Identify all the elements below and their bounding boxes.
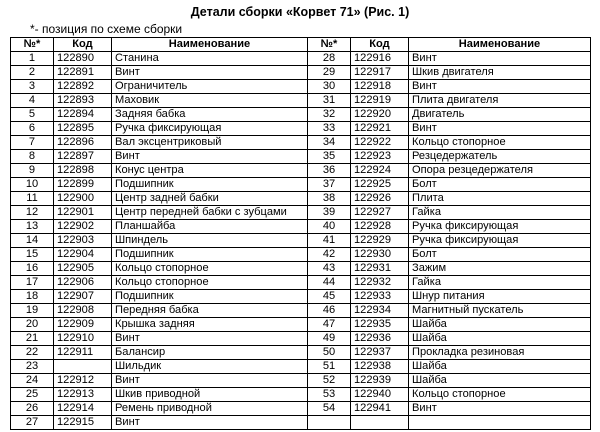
header-num-right: №* — [308, 38, 351, 52]
cell-left-code: 122895 — [54, 122, 112, 136]
cell-left-name: Винт — [112, 150, 308, 164]
cell-right-num: 44 — [308, 276, 351, 290]
cell-right-code: 122919 — [351, 94, 409, 108]
cell-right-name: Шайба — [409, 360, 591, 374]
cell-left-num: 24 — [11, 374, 54, 388]
cell-right-name: Плита двигателя — [409, 94, 591, 108]
cell-right-name: Шкив двигателя — [409, 66, 591, 80]
table-row — [11, 388, 591, 402]
cell-right-name: Кольцо стопорное — [409, 136, 591, 150]
table-row — [11, 290, 591, 304]
cell-right-code: 122930 — [351, 248, 409, 262]
cell-right-num: 51 — [308, 360, 351, 374]
table-row — [11, 220, 591, 234]
table-row — [11, 374, 591, 388]
cell-left-code: 122902 — [54, 220, 112, 234]
cell-right-name: Болт — [409, 248, 591, 262]
cell-left-code: 122907 — [54, 290, 112, 304]
cell-right-num: 41 — [308, 234, 351, 248]
table-row — [11, 360, 591, 374]
cell-left-num: 16 — [11, 262, 54, 276]
cell-left-code: 122914 — [54, 402, 112, 416]
cell-right-code: 122916 — [351, 52, 409, 66]
cell-right-name: Прокладка резиновая — [409, 346, 591, 360]
cell-left-name: Ограничитель — [112, 80, 308, 94]
cell-right-name: Опора резцедержателя — [409, 164, 591, 178]
parts-table-body — [11, 52, 591, 430]
cell-right-name: Винт — [409, 122, 591, 136]
cell-left-num: 3 — [11, 80, 54, 94]
cell-left-num: 27 — [11, 416, 54, 430]
cell-right-name: Винт — [409, 52, 591, 66]
cell-left-name: Вал эксцентриковый — [112, 136, 308, 150]
cell-right-name: Шайба — [409, 318, 591, 332]
cell-right-code: 122920 — [351, 108, 409, 122]
cell-right-code: 122925 — [351, 178, 409, 192]
cell-left-name: Шильдик — [112, 360, 308, 374]
cell-right-num: 38 — [308, 192, 351, 206]
cell-right-num: 31 — [308, 94, 351, 108]
header-name-right: Наименование — [409, 38, 591, 52]
cell-left-code: 122912 — [54, 374, 112, 388]
footnote: *- позиция по схеме сборки — [30, 22, 183, 36]
cell-left-name: Кольцо стопорное — [112, 276, 308, 290]
cell-right-code: 122929 — [351, 234, 409, 248]
cell-left-code: 122894 — [54, 108, 112, 122]
cell-left-num: 14 — [11, 234, 54, 248]
cell-left-name: Ремень приводной — [112, 402, 308, 416]
cell-right-name: Кольцо стопорное — [409, 388, 591, 402]
cell-right-name — [409, 416, 591, 430]
cell-right-code: 122932 — [351, 276, 409, 290]
cell-right-code: 122938 — [351, 360, 409, 374]
cell-right-code: 122921 — [351, 122, 409, 136]
cell-left-name: Центр задней бабки — [112, 192, 308, 206]
cell-left-name: Планшайба — [112, 220, 308, 234]
cell-left-code: 122905 — [54, 262, 112, 276]
table-row — [11, 80, 591, 94]
cell-right-code: 122922 — [351, 136, 409, 150]
cell-right-code: 122935 — [351, 318, 409, 332]
cell-left-num: 8 — [11, 150, 54, 164]
cell-left-name: Маховик — [112, 94, 308, 108]
cell-left-code: 122904 — [54, 248, 112, 262]
cell-right-num: 29 — [308, 66, 351, 80]
cell-right-code: 122936 — [351, 332, 409, 346]
cell-left-num: 2 — [11, 66, 54, 80]
cell-left-num: 9 — [11, 164, 54, 178]
cell-left-name: Шкив приводной — [112, 388, 308, 402]
cell-left-name: Кольцо стопорное — [112, 262, 308, 276]
cell-right-num: 47 — [308, 318, 351, 332]
cell-left-name: Конус центра — [112, 164, 308, 178]
cell-right-name: Винт — [409, 402, 591, 416]
cell-right-code: 122926 — [351, 192, 409, 206]
cell-left-num: 22 — [11, 346, 54, 360]
cell-left-code: 122893 — [54, 94, 112, 108]
cell-left-num: 25 — [11, 388, 54, 402]
header-code-right: Код — [351, 38, 409, 52]
cell-right-num: 34 — [308, 136, 351, 150]
cell-right-code: 122917 — [351, 66, 409, 80]
cell-right-code: 122937 — [351, 346, 409, 360]
cell-left-code: 122911 — [54, 346, 112, 360]
cell-left-name: Крышка задняя — [112, 318, 308, 332]
cell-right-name: Шнур питания — [409, 290, 591, 304]
cell-left-name: Винт — [112, 416, 308, 430]
table-row — [11, 262, 591, 276]
cell-left-code: 122892 — [54, 80, 112, 94]
cell-right-name: Магнитный пускатель — [409, 304, 591, 318]
document-title: Детали сборки «Корвет 71» (Рис. 1) — [190, 5, 410, 19]
cell-right-num: 36 — [308, 164, 351, 178]
cell-left-code: 122891 — [54, 66, 112, 80]
table-row — [11, 164, 591, 178]
table-row — [11, 416, 591, 430]
cell-left-code: 122910 — [54, 332, 112, 346]
cell-left-num: 19 — [11, 304, 54, 318]
cell-left-num: 11 — [11, 192, 54, 206]
cell-left-num: 20 — [11, 318, 54, 332]
cell-left-name: Винт — [112, 332, 308, 346]
table-row — [11, 248, 591, 262]
cell-right-name: Гайка — [409, 206, 591, 220]
table-row — [11, 122, 591, 136]
table-row — [11, 94, 591, 108]
cell-right-name: Шайба — [409, 374, 591, 388]
cell-left-num: 6 — [11, 122, 54, 136]
cell-left-code: 122906 — [54, 276, 112, 290]
cell-right-code: 122933 — [351, 290, 409, 304]
cell-left-num: 21 — [11, 332, 54, 346]
cell-right-name: Ручка фиксирующая — [409, 220, 591, 234]
cell-left-name: Центр передней бабки с зубцами — [112, 206, 308, 220]
cell-right-name: Зажим — [409, 262, 591, 276]
cell-right-num: 37 — [308, 178, 351, 192]
table-row — [11, 346, 591, 360]
cell-right-code: 122928 — [351, 220, 409, 234]
table-row — [11, 234, 591, 248]
cell-right-code: 122940 — [351, 388, 409, 402]
header-name-left: Наименование — [112, 38, 308, 52]
cell-right-num: 40 — [308, 220, 351, 234]
table-header-row — [11, 38, 591, 52]
cell-left-code: 122899 — [54, 178, 112, 192]
cell-right-num: 52 — [308, 374, 351, 388]
cell-right-code — [351, 416, 409, 430]
cell-right-name: Болт — [409, 178, 591, 192]
cell-right-code: 122931 — [351, 262, 409, 276]
cell-left-name: Подшипник — [112, 248, 308, 262]
table-row — [11, 304, 591, 318]
table-row — [11, 206, 591, 220]
table-row — [11, 402, 591, 416]
cell-right-name: Гайка — [409, 276, 591, 290]
cell-left-num: 26 — [11, 402, 54, 416]
cell-right-num: 35 — [308, 150, 351, 164]
cell-left-num: 12 — [11, 206, 54, 220]
table-row — [11, 178, 591, 192]
cell-left-name: Винт — [112, 66, 308, 80]
parts-table — [10, 37, 591, 430]
cell-right-code: 122924 — [351, 164, 409, 178]
cell-right-num: 43 — [308, 262, 351, 276]
cell-right-num: 46 — [308, 304, 351, 318]
cell-right-name: Ручка фиксирующая — [409, 234, 591, 248]
cell-left-num: 4 — [11, 94, 54, 108]
cell-left-num: 15 — [11, 248, 54, 262]
cell-left-code: 122890 — [54, 52, 112, 66]
cell-right-code: 122927 — [351, 206, 409, 220]
cell-right-num: 50 — [308, 346, 351, 360]
table-row — [11, 192, 591, 206]
cell-right-num: 49 — [308, 332, 351, 346]
cell-left-num: 1 — [11, 52, 54, 66]
table-row — [11, 108, 591, 122]
cell-left-name: Балансир — [112, 346, 308, 360]
cell-left-code: 122900 — [54, 192, 112, 206]
cell-left-code: 122915 — [54, 416, 112, 430]
cell-left-name: Станина — [112, 52, 308, 66]
cell-left-num: 13 — [11, 220, 54, 234]
cell-right-num: 33 — [308, 122, 351, 136]
cell-right-code: 122941 — [351, 402, 409, 416]
cell-right-num: 39 — [308, 206, 351, 220]
cell-left-code — [54, 360, 112, 374]
cell-left-code: 122898 — [54, 164, 112, 178]
cell-right-num — [308, 416, 351, 430]
cell-right-code: 122923 — [351, 150, 409, 164]
cell-right-name: Двигатель — [409, 108, 591, 122]
cell-left-name: Ручка фиксирующая — [112, 122, 308, 136]
cell-left-code: 122913 — [54, 388, 112, 402]
cell-left-num: 5 — [11, 108, 54, 122]
cell-right-num: 54 — [308, 402, 351, 416]
cell-right-name: Винт — [409, 80, 591, 94]
table-row — [11, 52, 591, 66]
cell-left-code: 122897 — [54, 150, 112, 164]
table-row — [11, 150, 591, 164]
cell-right-code: 122934 — [351, 304, 409, 318]
cell-right-code: 122918 — [351, 80, 409, 94]
cell-right-name: Плита — [409, 192, 591, 206]
cell-left-name: Шпиндель — [112, 234, 308, 248]
cell-left-name: Подшипник — [112, 178, 308, 192]
cell-left-code: 122909 — [54, 318, 112, 332]
cell-left-name: Винт — [112, 374, 308, 388]
cell-right-code: 122939 — [351, 374, 409, 388]
header-num-left: №* — [11, 38, 54, 52]
cell-left-name: Подшипник — [112, 290, 308, 304]
cell-left-num: 17 — [11, 276, 54, 290]
cell-left-code: 122901 — [54, 206, 112, 220]
header-code-left: Код — [54, 38, 112, 52]
cell-right-name: Резцедержатель — [409, 150, 591, 164]
cell-left-num: 18 — [11, 290, 54, 304]
cell-right-num: 45 — [308, 290, 351, 304]
cell-left-num: 10 — [11, 178, 54, 192]
cell-right-num: 30 — [308, 80, 351, 94]
cell-left-num: 23 — [11, 360, 54, 374]
table-row — [11, 66, 591, 80]
table-row — [11, 332, 591, 346]
cell-left-name: Задняя бабка — [112, 108, 308, 122]
table-row — [11, 136, 591, 150]
table-row — [11, 276, 591, 290]
cell-right-num: 53 — [308, 388, 351, 402]
table-row — [11, 318, 591, 332]
cell-left-num: 7 — [11, 136, 54, 150]
cell-right-num: 42 — [308, 248, 351, 262]
cell-right-num: 28 — [308, 52, 351, 66]
cell-left-code: 122908 — [54, 304, 112, 318]
cell-right-num: 32 — [308, 108, 351, 122]
cell-left-code: 122896 — [54, 136, 112, 150]
cell-left-name: Передняя бабка — [112, 304, 308, 318]
cell-right-name: Шайба — [409, 332, 591, 346]
cell-left-code: 122903 — [54, 234, 112, 248]
